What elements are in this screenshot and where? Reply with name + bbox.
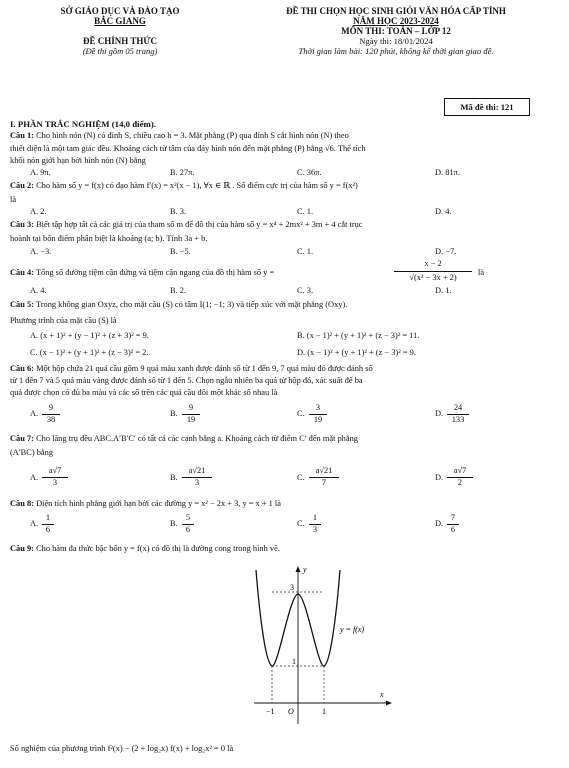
q5-text1: Trong không gian Oxyz, cho mặt cầu (S) có tâm I(1; −1; 3) và tiếp xúc với mặt phẳng (Oxy). — [33, 300, 348, 309]
q4-option-a[interactable]: A. 4. — [30, 286, 47, 295]
q3-option-b[interactable]: B. −5. — [170, 247, 191, 256]
q4-label: Câu 4: — [10, 268, 34, 277]
q4-tail: là — [478, 268, 485, 277]
q4-fraction — [394, 259, 472, 283]
q8-d-letter: D. — [435, 519, 444, 528]
q7-c-num: a√21 — [309, 466, 339, 478]
q4-text1: Tổng số đường tiệm cận đứng và tiệm cận ngang của đồ thị hàm số y = — [33, 268, 275, 277]
q3-option-d[interactable]: D. −7. — [435, 247, 457, 256]
q2-line1 — [10, 181, 358, 192]
q3-label: Câu 3: — [10, 220, 34, 229]
q7-b-den: 3 — [194, 477, 200, 487]
q8-d-num: 7 — [447, 513, 459, 525]
q6-d-frac — [447, 403, 469, 425]
q8-d-den: 6 — [450, 524, 456, 534]
q7-c-letter: C. — [297, 473, 305, 482]
q5-option-d[interactable]: D. (x − 1)² + (y + 1)² + (z − 3)² = 9. — [297, 348, 416, 357]
q6-d-letter: D. — [435, 409, 444, 418]
q1-text3: khối nón giới hạn bởi hình nón (N) bằng — [10, 156, 146, 165]
q7-d-letter: D. — [435, 473, 444, 482]
x-axis-arrow — [386, 701, 392, 706]
q6-a-frac — [42, 403, 60, 425]
q7-d-den: 2 — [457, 477, 463, 487]
q8-c-letter: C. — [297, 519, 305, 528]
q2-option-d[interactable]: D. 4. — [435, 207, 452, 216]
q1-line1 — [10, 131, 349, 142]
q8-a-frac — [42, 513, 54, 535]
q6-b-frac — [182, 403, 200, 425]
q3-text2: hoành tại bốn điểm phân biệt là khoảng (a; b). Tính 3a + b. — [10, 234, 208, 243]
q9-line1 — [10, 544, 280, 555]
q6-text2: từ 1 đến 7 và 5 quả màu vàng được đánh số từ 1 đến 5. Chọn ngẫu nhiên ba quả từ hộp đó, xác suất để ba — [10, 376, 363, 385]
q7-text2: (A′BC) bằng — [10, 448, 54, 457]
q7-b-letter: B. — [170, 473, 178, 482]
q6-line1 — [10, 364, 373, 375]
q8-d-frac — [447, 513, 459, 535]
q6-text1: Một hộp chứa 21 quả cầu gồm 9 quả màu xanh được đánh số từ 1 đến 9, 7 quả màu đỏ được đánh số — [33, 364, 373, 373]
school-year: NĂM HỌC 2023-2024 — [353, 16, 439, 26]
q8-a-den: 6 — [45, 524, 51, 534]
page-count: (Đề thi gồm 05 trang) — [82, 46, 158, 56]
dept-name: SỞ GIÁO DỤC VÀ ĐÀO TẠO — [60, 6, 180, 16]
tick-x1: 1 — [322, 707, 326, 716]
q6-a-den: 38 — [46, 414, 56, 424]
q6-b-num: 9 — [182, 403, 200, 415]
exam-duration: Thời gian làm bài: 120 phút, không kể thời gian giao đề. — [298, 46, 494, 56]
q7-a-letter: A. — [30, 473, 39, 482]
q5-text2: Phương trình của mặt cầu (S) là — [10, 316, 117, 325]
q8-line1 — [10, 499, 281, 510]
q8-a-num: 1 — [42, 513, 54, 525]
y-axis-arrow — [296, 566, 301, 572]
q4-frac-den: √(x² − 3x + 2) — [409, 272, 457, 282]
q8-text1: Diện tích hình phẳng giới hạn bởi các đường y = x² − 2x + 3, y = x + 1 là — [33, 499, 281, 508]
y-axis-label: y — [303, 565, 307, 574]
q1-option-c[interactable]: C. 36π. — [297, 168, 322, 177]
q7-a-frac — [42, 466, 68, 488]
q6-a-letter: A. — [30, 409, 39, 418]
q6-d-den: 133 — [451, 414, 465, 424]
curve-label: y = f(x) — [340, 625, 365, 634]
q1-text1: Cho hình nón (N) có đỉnh S, chiều cao h = 3. Mặt phẳng (P) qua đỉnh S cắt hình nón (N) theo — [33, 131, 349, 140]
official-label: ĐỀ CHÍNH THỨC — [82, 36, 157, 46]
q9-text1: Cho hàm đa thức bậc bốn y = f(x) có đồ thị là đường cong trong hình vẽ. — [33, 544, 280, 553]
q4-option-d[interactable]: D. 1. — [435, 286, 452, 295]
q3-option-c[interactable]: C. 1. — [297, 247, 314, 256]
q7-a-den: 3 — [52, 477, 58, 487]
q6-b-den: 19 — [186, 414, 196, 424]
q1-text2: thiết diện là một tam giác đều. Khoảng cách từ tâm của đáy hình nón đến mặt phẳng (P) bằng √6. Thể tích — [10, 144, 366, 153]
q7-c-frac — [309, 466, 339, 488]
q6-c-letter: C. — [297, 409, 305, 418]
q3-option-a[interactable]: A. −3. — [30, 247, 52, 256]
q2-option-c[interactable]: C. 1. — [297, 207, 314, 216]
q8-b-den: 6 — [185, 524, 191, 534]
q6-a-num: 9 — [42, 403, 60, 415]
q1-option-b[interactable]: B. 27π. — [170, 168, 195, 177]
tick-y1: 1 — [292, 657, 296, 666]
exam-code-box — [444, 98, 530, 116]
q6-text3: quả được chọn có đủ ba màu và các số trên các quả cầu đôi một khác số nhau là — [10, 388, 278, 397]
q2-text2: là — [10, 195, 17, 204]
section-title: I. PHẦN TRẮC NGHIỆM (14,0 điểm). — [10, 119, 156, 129]
q7-text1: Cho lăng trụ đều ABC.A′B′C′ có tất cả các cạnh bằng a. Khoảng cách từ điểm C′ đến mặt phẳng — [33, 434, 358, 443]
q8-b-frac — [182, 513, 194, 535]
q3-line1 — [10, 220, 363, 231]
q9-question: Số nghiệm của phương trình f²(x) − (2 + log₂x) f(x) + log₂x² = 0 là — [10, 744, 234, 753]
exam-date: Ngày thi: 18/01/2024 — [359, 36, 433, 46]
q8-c-num: 1 — [309, 513, 321, 525]
q5-option-b[interactable]: B. (x − 1)² + (y + 1)² + (z − 3)² = 11. — [297, 331, 420, 340]
q4-option-b[interactable]: B. 2. — [170, 286, 187, 295]
x-axis-label: x — [380, 690, 384, 699]
exam-code: Mã đề thi: 121 — [460, 102, 514, 112]
q4-option-c[interactable]: C. 3. — [297, 286, 314, 295]
subject: MÔN THI: TOÁN – LỚP 12 — [341, 26, 451, 36]
q7-d-frac — [447, 466, 473, 488]
q2-label: Câu 2: — [10, 181, 34, 190]
q2-text1: Cho hàm số y = f(x) có đạo hàm f′(x) = x²(x − 1), ∀x ∈ ℝ . Số điểm cực trị của hàm số y = f(x²) — [33, 181, 358, 190]
q7-a-num: a√7 — [42, 466, 68, 478]
q2-option-a[interactable]: A. 2. — [30, 207, 47, 216]
origin-label: O — [288, 707, 294, 716]
q5-label: Câu 5: — [10, 300, 34, 309]
q6-c-frac — [309, 403, 327, 425]
q8-c-den: 3 — [312, 524, 318, 534]
q6-c-num: 3 — [309, 403, 327, 415]
q8-b-letter: B. — [170, 519, 178, 528]
q7-d-num: a√7 — [447, 466, 473, 478]
q4-frac-num: x − 2 — [394, 259, 472, 272]
q9-function-graph — [250, 560, 400, 726]
q8-label: Câu 8: — [10, 499, 34, 508]
q8-b-num: 5 — [182, 513, 194, 525]
tick-xm1: −1 — [266, 707, 275, 716]
q5-option-a[interactable]: A. (x + 1)² + (y − 1)² + (z + 3)² = 9. — [30, 331, 149, 340]
q1-option-a[interactable]: A. 9π. — [30, 168, 51, 177]
q7-b-frac — [182, 466, 212, 488]
q6-b-letter: B. — [170, 409, 178, 418]
q2-option-b[interactable]: B. 3. — [170, 207, 187, 216]
q5-line1 — [10, 300, 347, 311]
q4-line1 — [10, 268, 274, 279]
q7-b-num: a√21 — [182, 466, 212, 478]
q1-label: Câu 1: — [10, 131, 34, 140]
q9-label: Câu 9: — [10, 544, 34, 553]
q8-a-letter: A. — [30, 519, 39, 528]
q7-c-den: 7 — [321, 477, 327, 487]
q7-line1 — [10, 434, 358, 445]
q1-option-d[interactable]: D. 81π. — [435, 168, 460, 177]
q7-label: Câu 7: — [10, 434, 34, 443]
q5-option-c[interactable]: C. (x − 1)² + (y + 1)² + (z − 3)² = 2. — [30, 348, 149, 357]
exam-title: ĐỀ THI CHỌN HỌC SINH GIỎI VĂN HÓA CẤP TỈNH — [286, 6, 506, 16]
q6-label: Câu 6: — [10, 364, 34, 373]
q6-c-den: 19 — [313, 414, 323, 424]
q3-text1: Biết tập hợp tất cả các giá trị của tham số m để đồ thị của hàm số y = x⁴ + 2mx² + 3m + 4 cắt trục — [33, 220, 363, 229]
q6-d-num: 24 — [447, 403, 469, 415]
province-name: BẮC GIANG — [94, 16, 146, 26]
tick-y3: 3 — [290, 583, 294, 592]
q8-c-frac — [309, 513, 321, 535]
